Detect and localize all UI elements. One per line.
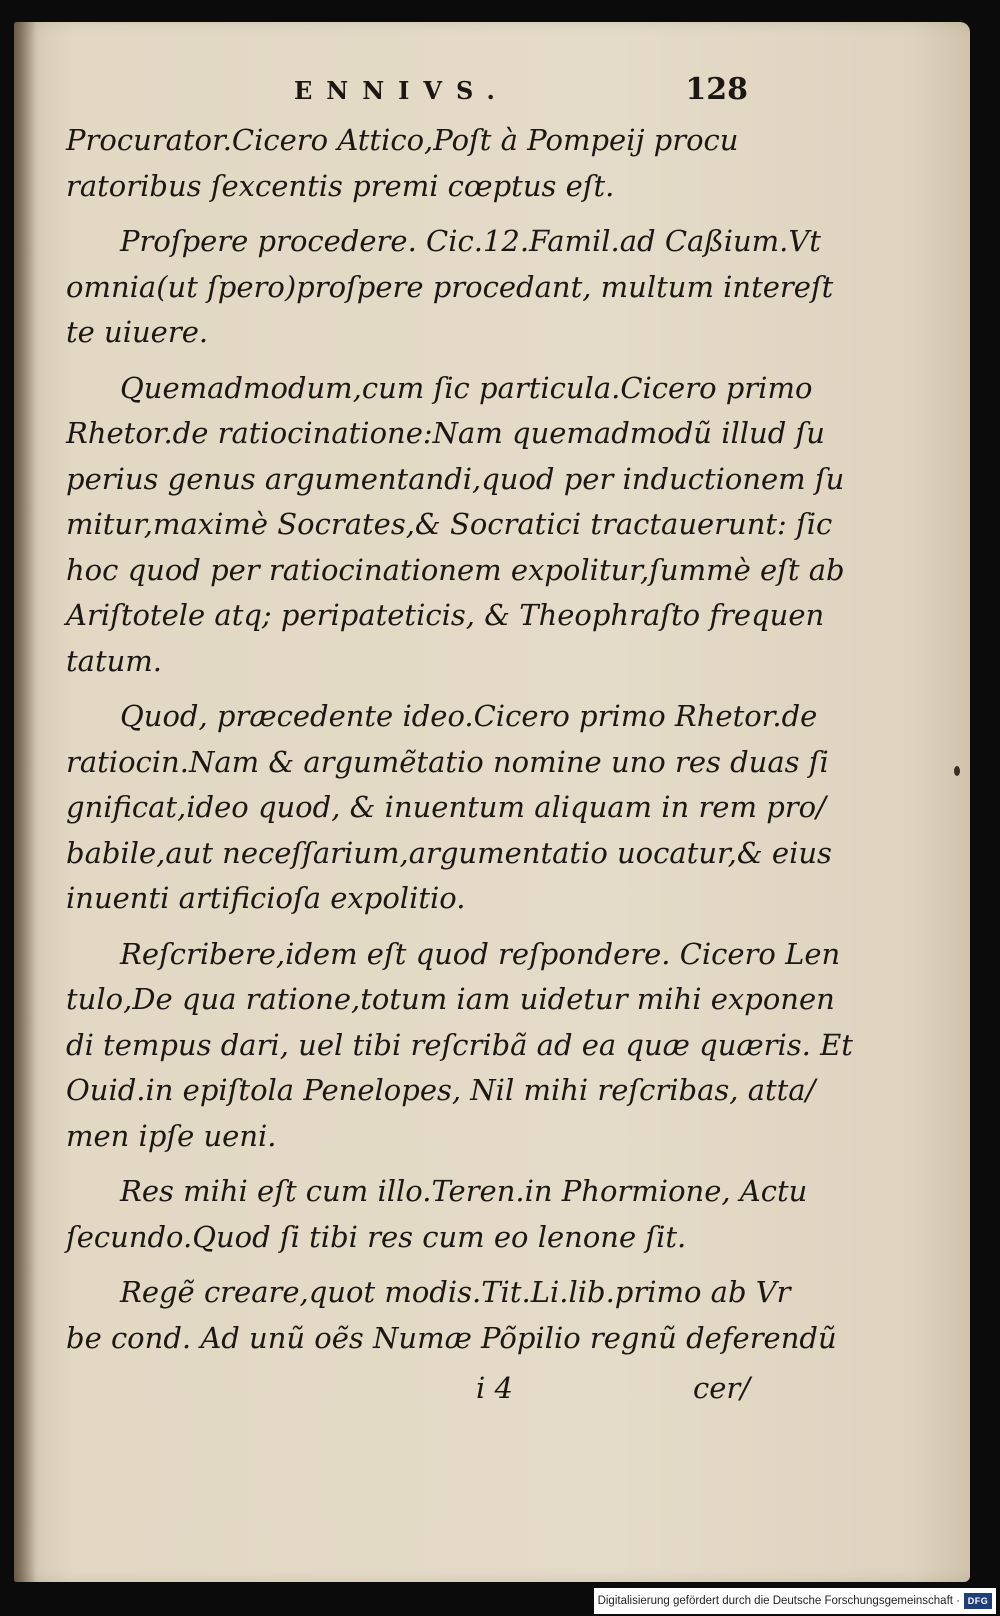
running-head: [66, 72, 766, 118]
text-line: tulo,De qua ratione,totum iam uidetur mihi exponen: [66, 982, 835, 1016]
text-line: Proſpere procedere. Cic.12.Famil.ad Caßium.Vt: [120, 224, 821, 258]
gutter-shadow: [14, 22, 36, 1582]
signature-mark: i 4: [476, 1371, 513, 1405]
text-line: Procurator.Cicero Attico,Poſt à Pompeij procu: [66, 123, 739, 157]
paragraph-res-mihi: [66, 1169, 808, 1260]
ink-speck: [954, 766, 960, 776]
digitization-credit: [594, 1588, 996, 1614]
running-head-title: ENNIVS.: [294, 76, 509, 105]
text-line: be cond. Ad unũ oẽs Numæ Põpilio regnũ deferendũ: [66, 1320, 837, 1355]
paragraph-prospere: [66, 219, 834, 356]
text-line: ratoribus ſexcentis premi cœptus eſt.: [66, 168, 615, 203]
text-line: Quemadmodum,cum ſic particula.Cicero primo: [120, 370, 813, 405]
paragraph-rescribere: [66, 932, 853, 1160]
text-line: te uiuere.: [66, 315, 209, 349]
signature-line: [66, 1367, 766, 1413]
page-number: 128: [685, 72, 748, 107]
text-line: di tempus dari, uel tibi reſcribã ad ea quæ quæris. Et: [66, 1027, 853, 1062]
text-line: omnia(ut ſpero)proſpere procedant, multum intereſt: [66, 269, 834, 304]
text-line: hoc quod per ratiocinationem expolitur,ſummè eſt ab: [66, 552, 845, 587]
text-line: tatum.: [66, 643, 162, 678]
text-line: men ipſe ueni.: [66, 1118, 277, 1153]
text-line: Ouid.in epiſtola Penelopes, Nil mihi reſcribas, atta/: [66, 1073, 816, 1107]
text-line: mitur,maximè Socrates,& Socratici tractauerunt: ſic: [66, 507, 833, 541]
text-line: perius genus argumentandi,quod per inductionem ſu: [66, 461, 845, 496]
text-line: Reſcribere,idem eſt quod reſpondere. Cicero Len: [120, 936, 841, 971]
book-page: [14, 22, 970, 1582]
text-line: ſecundo.Quod ſi tibi res cum eo lenone ſit.: [66, 1219, 687, 1254]
catchword: cer/: [692, 1371, 750, 1405]
text-block: [66, 72, 853, 1413]
text-line: Res mihi eſt cum illo.Teren.in Phormione, Actu: [120, 1174, 808, 1208]
text-line: gnificat,ideo quod, & inuentum aliquam in rem pro/: [66, 790, 826, 824]
text-line: inuenti artificioſa expolitio.: [66, 881, 466, 915]
text-line: Ariſtotele atq; peripateticis, & Theophraſto frequen: [66, 598, 825, 632]
text-line: babile,aut neceſſarium,argumentatio uocatur,& eius: [66, 835, 832, 870]
dfg-logo: DFG: [964, 1593, 992, 1609]
text-line: Quod, præcedente ideo.Cicero primo Rhetor.de: [120, 699, 818, 733]
paragraph-regem-creare: [66, 1270, 837, 1361]
text-line: ratiocin.Nam & argumẽtatio nomine uno res duas ſi: [66, 744, 829, 779]
paragraph-procurator: [66, 118, 766, 209]
credit-text: Digitalisierung gefördert durch die Deutsche Forschungsgemeinschaft ·: [597, 1595, 960, 1607]
text-line: Rhetor.de ratiocinatione:Nam quemadmodũ illud ſu: [66, 416, 825, 450]
paragraph-quod: [66, 694, 832, 922]
paragraph-quemadmodum: [66, 366, 845, 685]
text-line: Regẽ creare,quot modis.Tit.Li.lib.primo ab Vr: [120, 1275, 791, 1309]
